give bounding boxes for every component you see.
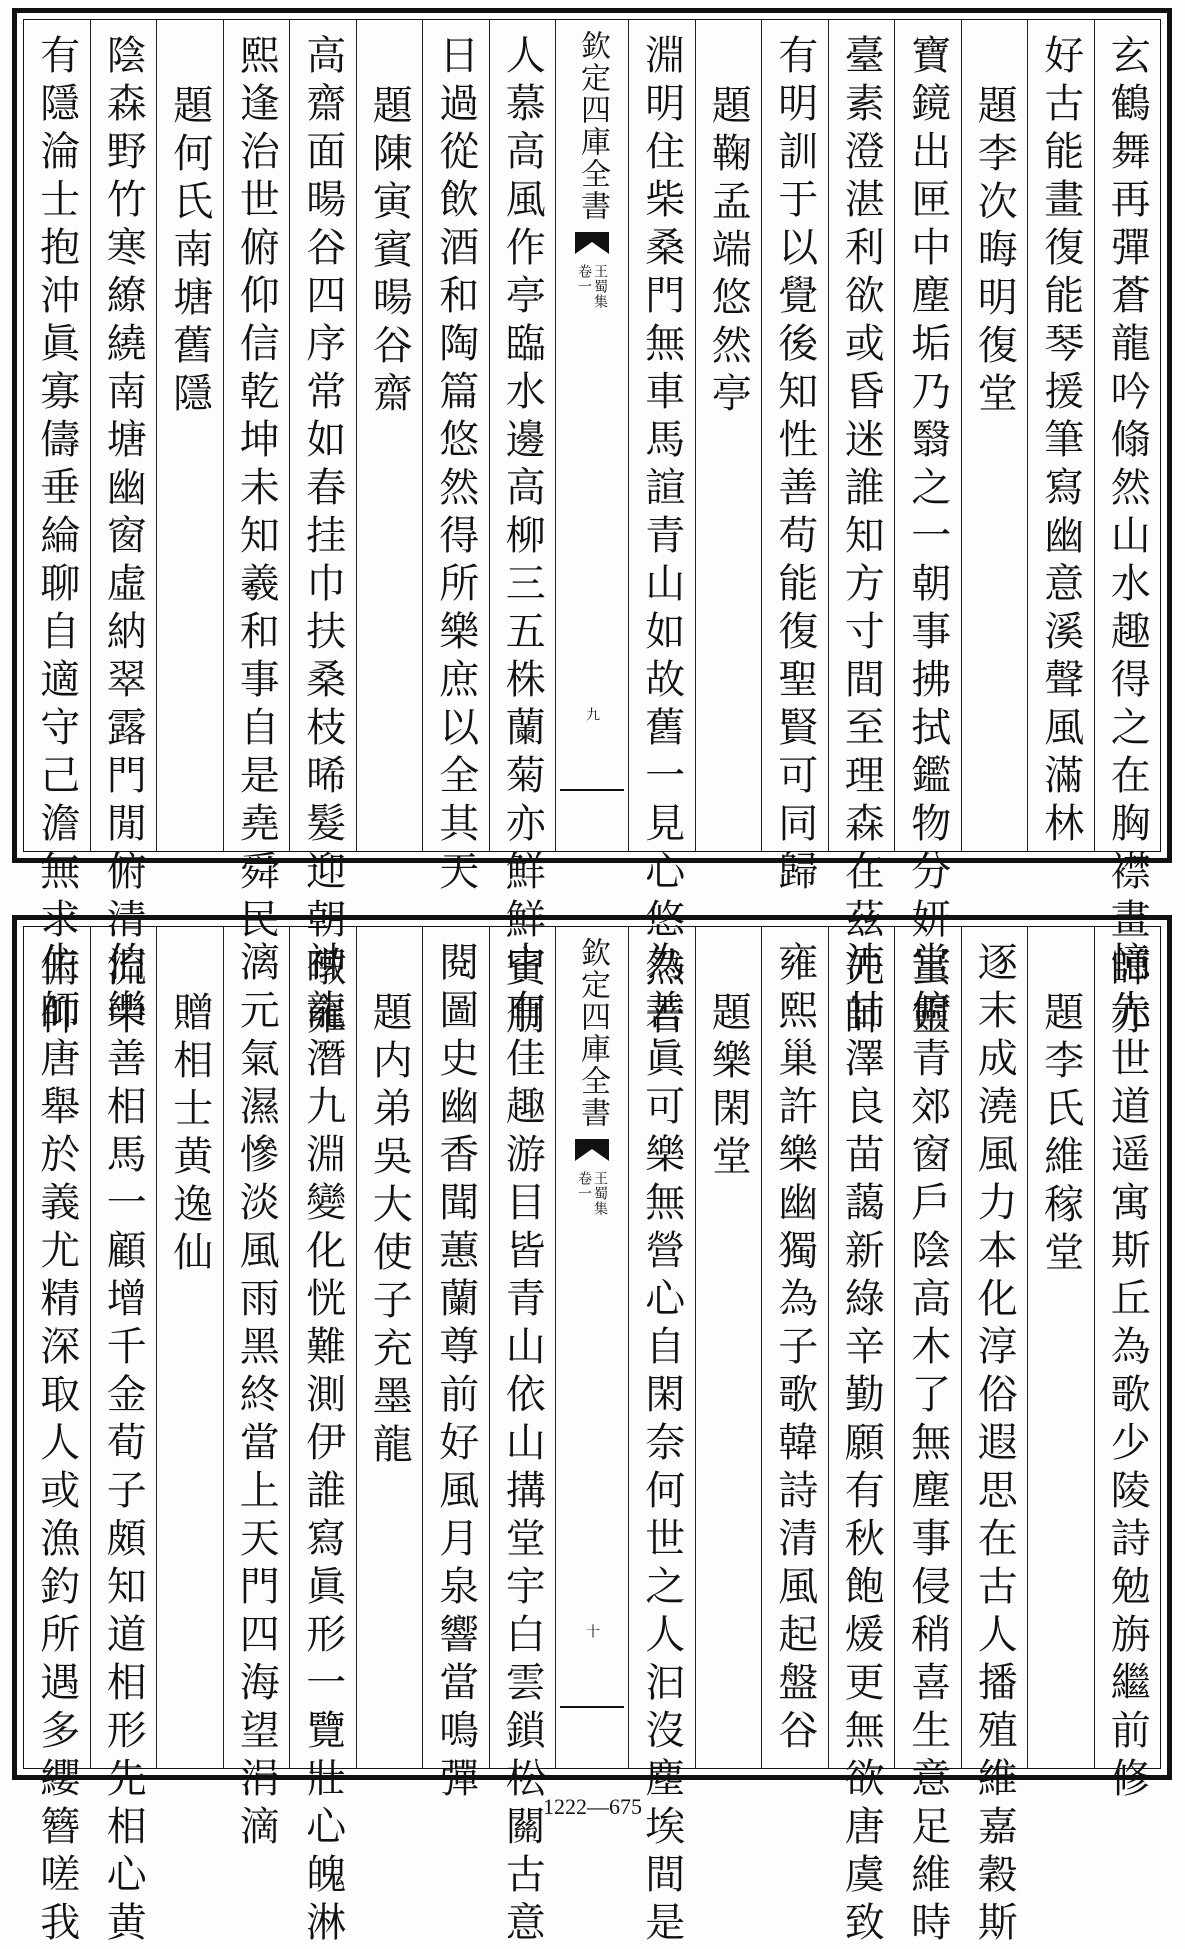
bottom-column-2	[1027, 927, 1094, 1768]
bottom-column-5	[828, 927, 895, 1949]
series-title: 欽定四庫全書	[575, 937, 610, 1129]
fishtail-mark-icon	[575, 1139, 609, 1165]
bottom-column-11	[356, 927, 423, 1768]
poem-title: 題内弟吳大使子充墨龍	[366, 991, 413, 1471]
column-text: 神龍潛九淵變化恍難測伊誰寫眞形一覽壯心魄淋	[299, 941, 346, 1949]
column-text: 伯樂善相馬一顧增千金荀子頗知道相形先相心黄	[100, 941, 147, 1949]
bottom-fold-center	[555, 927, 628, 1768]
column-text: 沛甘澤良苗藹新綠辛勤願有秋飽煖更無欲唐虞致	[838, 941, 885, 1949]
bottom-column-10	[422, 927, 489, 1805]
poem-title: 題李氏維稼堂	[1037, 991, 1084, 1279]
volume-label: 卷一	[576, 264, 592, 294]
column-text: 臺素澄湛利欲或昏迷誰知方寸間至理森在茲先師	[838, 34, 885, 1042]
column-text: 堂俯青郊窗戶陰高木了無塵事侵稍喜生意足維時	[904, 941, 951, 1949]
column-text: 好古能畫復能琴援筆寫幽意溪聲風滿林	[1037, 34, 1084, 850]
poem-title: 題鞠孟端悠然亭	[705, 84, 752, 420]
bottom-column-14	[156, 927, 223, 1768]
top-column-5	[828, 20, 895, 1042]
page-number: 1222—675	[543, 1794, 642, 1819]
top-column-9	[489, 20, 556, 1042]
top-column-3	[961, 20, 1028, 851]
poem-title: 題樂閑堂	[705, 991, 752, 1183]
poem-title: 題何氏南塘舊隱	[166, 84, 213, 420]
fold-annotations	[577, 264, 607, 309]
top-column-12	[289, 20, 356, 1042]
poem-title: 題李次晦明復堂	[971, 84, 1018, 420]
top-column-11	[356, 20, 423, 851]
leaf-number: 十	[584, 1624, 600, 1638]
bottom-column-7	[695, 927, 762, 1768]
bottom-column-3	[961, 927, 1028, 1949]
top-column-13	[223, 20, 290, 946]
book-title: 王蜀集	[592, 1171, 608, 1216]
top-column-6	[761, 20, 828, 898]
column-text: 人慕高風作亭臨水邊高柳三五株蘭菊亦鮮鮮賓朋	[499, 34, 546, 1042]
top-column-8	[628, 20, 695, 1042]
top-column-10	[422, 20, 489, 898]
top-page-frame	[12, 8, 1172, 1042]
fold-rule	[560, 1706, 624, 1708]
top-fold-center	[555, 20, 628, 851]
top-page-columns	[23, 19, 1161, 1042]
top-column-14	[156, 20, 223, 851]
column-text: 寶鏡出匣中塵垢乃翳之一朝事拂拭鑑物分妍蚩靈	[904, 34, 951, 1042]
bottom-column-9	[489, 927, 556, 1949]
bottom-column-15	[90, 927, 157, 1949]
column-text: 有隱淪士抱沖眞寡儔垂綸聊自適守己澹無求俯仰	[33, 34, 80, 1042]
series-title: 欽定四庫全書	[575, 30, 610, 222]
top-column-1	[1094, 20, 1161, 1042]
column-text: 玄鶴舞再彈蒼龍吟翛然山水趣得之在胸襟畫師亦	[1104, 34, 1151, 1042]
column-text: 高齋面暘谷四序常如春挂巾扶桑枝晞髮迎朝暾雍	[299, 34, 346, 1042]
column-text: 日過從飲酒和陶篇悠然得所樂庶以全其天	[432, 34, 479, 898]
top-column-4	[894, 20, 961, 1042]
fold-rule	[560, 789, 624, 791]
volume-label: 卷一	[576, 1171, 592, 1201]
fold-annotations	[577, 1171, 607, 1216]
top-column-15	[90, 20, 157, 1042]
column-text: 逐末成澆風力本化淳俗遐思在古人播殖維嘉穀斯	[971, 941, 1018, 1949]
column-text: 淵明住柴桑門無車馬諠青山如故舊一見心悠然若	[638, 34, 685, 1042]
column-text: 雍熙巢許樂幽獨為子歌韓詩清風起盤谷	[771, 941, 818, 1757]
column-text: 漓元氣濕慘淡風雨黑終當上天門四海望涓滴	[233, 941, 280, 1853]
poem-title: 贈相士黄逸仙	[166, 991, 213, 1279]
poem-title: 題陳寅賓暘谷齋	[366, 84, 413, 420]
bottom-column-1	[1094, 927, 1161, 1805]
fishtail-mark-icon	[575, 232, 609, 258]
top-column-16	[24, 20, 90, 1042]
top-column-7	[695, 20, 762, 851]
bottom-column-4	[894, 927, 961, 1949]
bottom-column-6	[761, 927, 828, 1768]
bottom-column-8	[628, 927, 695, 1949]
bottom-column-12	[289, 927, 356, 1949]
column-text: 陰森野竹寒繚繞南塘幽窗虛納翠露門閒俯清流中	[100, 34, 147, 1042]
column-text: 為善眞可樂無營心自閑奈何世之人汩沒塵埃間是	[638, 941, 685, 1949]
column-text: 中有佳趣游目皆青山依山搆堂宇白雲鎖松關古意	[499, 941, 546, 1949]
column-text: 閱圖史幽香聞蕙蘭尊前好風月泉響當鳴彈	[432, 941, 479, 1805]
top-column-2	[1027, 20, 1094, 851]
bottom-column-16	[24, 927, 90, 1949]
book-title: 王蜀集	[592, 264, 608, 309]
column-text: 熙逢治世俯仰信乾坤未知羲和事自是堯舜民	[233, 34, 280, 946]
leaf-number: 九	[584, 707, 600, 721]
column-text: 生師唐舉於義尤精深取人或漁釣所遇多纓簪嗟我	[33, 941, 80, 1949]
column-text: 憶先世道遥寓斯丘為歌少陵詩勉旃繼前修	[1104, 941, 1151, 1805]
bottom-column-13	[223, 927, 290, 1853]
column-text: 有明訓于以覺後知性善苟能復聖賢可同歸	[771, 34, 818, 898]
